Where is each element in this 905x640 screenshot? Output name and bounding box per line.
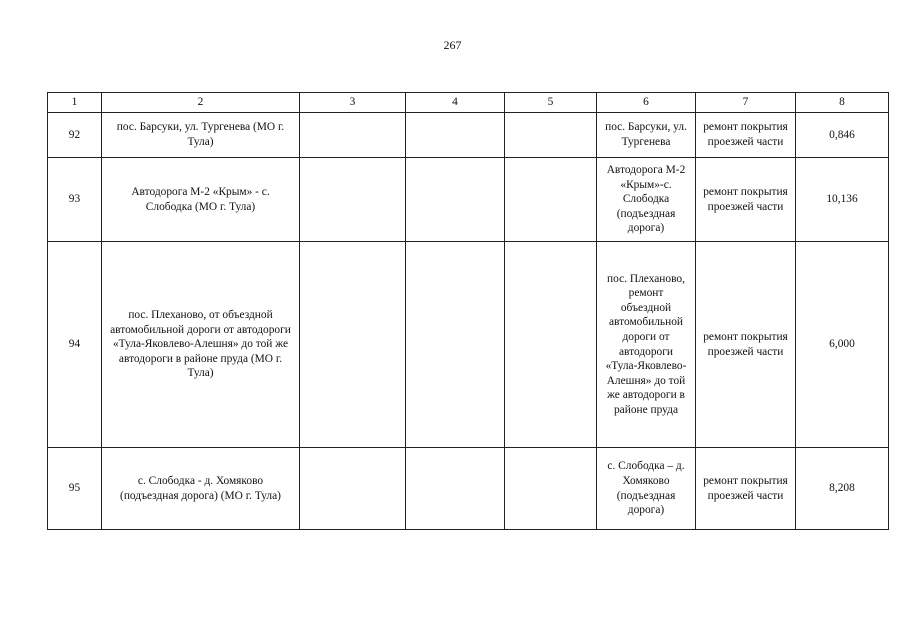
empty-cell-5 <box>505 158 597 242</box>
empty-cell-4 <box>406 158 505 242</box>
location-cell: Автодорога М-2 «Крым»-с. Слободка (подъездная дорога) <box>597 158 696 242</box>
empty-cell-5 <box>505 242 597 448</box>
column-header-1: 1 <box>48 93 102 113</box>
column-header-4: 4 <box>406 93 505 113</box>
road-name-cell: с. Слободка - д. Хомяково (подъездная дорога) (МО г. Тула) <box>102 448 300 530</box>
column-header-7: 7 <box>696 93 796 113</box>
table-row <box>48 113 889 158</box>
empty-cell-3 <box>300 158 406 242</box>
location-cell: пос. Плеханово, ремонт объездной автомобильной дороги от автодороги «Тула-Яковлево-Алешня» до той же автодороги в районе пруда <box>597 242 696 448</box>
empty-cell-3 <box>300 448 406 530</box>
location-cell: с. Слободка – д. Хомяково (подъездная дорога) <box>597 448 696 530</box>
road-name-cell: пос. Плеханово, от объездной автомобильной дороги от автодороги «Тула-Яковлево-Алешня» до той же автодороги в районе пруда (МО г. Тула) <box>102 242 300 448</box>
column-header-8: 8 <box>796 93 889 113</box>
page-number: 267 <box>443 38 462 52</box>
length-cell: 6,000 <box>796 242 889 448</box>
table-row <box>48 448 889 530</box>
row-number-cell: 92 <box>48 113 102 158</box>
table-row <box>48 242 889 448</box>
location-cell: пос. Барсуки, ул. Тургенева <box>597 113 696 158</box>
road-repair-table <box>47 92 889 530</box>
row-number-cell: 93 <box>48 158 102 242</box>
column-header-5: 5 <box>505 93 597 113</box>
empty-cell-4 <box>406 448 505 530</box>
length-cell: 10,136 <box>796 158 889 242</box>
empty-cell-4 <box>406 242 505 448</box>
empty-cell-4 <box>406 113 505 158</box>
work-type-cell: ремонт покрытия проезжей части <box>696 242 796 448</box>
work-type-cell: ремонт покрытия проезжей части <box>696 448 796 530</box>
road-name-cell: пос. Барсуки, ул. Тургенева (МО г. Тула) <box>102 113 300 158</box>
table-body <box>48 113 889 530</box>
length-cell: 8,208 <box>796 448 889 530</box>
column-header-6: 6 <box>597 93 696 113</box>
column-header-3: 3 <box>300 93 406 113</box>
work-type-cell: ремонт покрытия проезжей части <box>696 158 796 242</box>
table-header <box>48 93 889 113</box>
work-type-cell: ремонт покрытия проезжей части <box>696 113 796 158</box>
row-number-cell: 94 <box>48 242 102 448</box>
empty-cell-3 <box>300 242 406 448</box>
row-number-cell: 95 <box>48 448 102 530</box>
column-header-2: 2 <box>102 93 300 113</box>
table-row <box>48 158 889 242</box>
road-name-cell: Автодорога М-2 «Крым» - с. Слободка (МО г. Тула) <box>102 158 300 242</box>
empty-cell-3 <box>300 113 406 158</box>
length-cell: 0,846 <box>796 113 889 158</box>
header-row <box>48 93 889 113</box>
empty-cell-5 <box>505 448 597 530</box>
empty-cell-5 <box>505 113 597 158</box>
